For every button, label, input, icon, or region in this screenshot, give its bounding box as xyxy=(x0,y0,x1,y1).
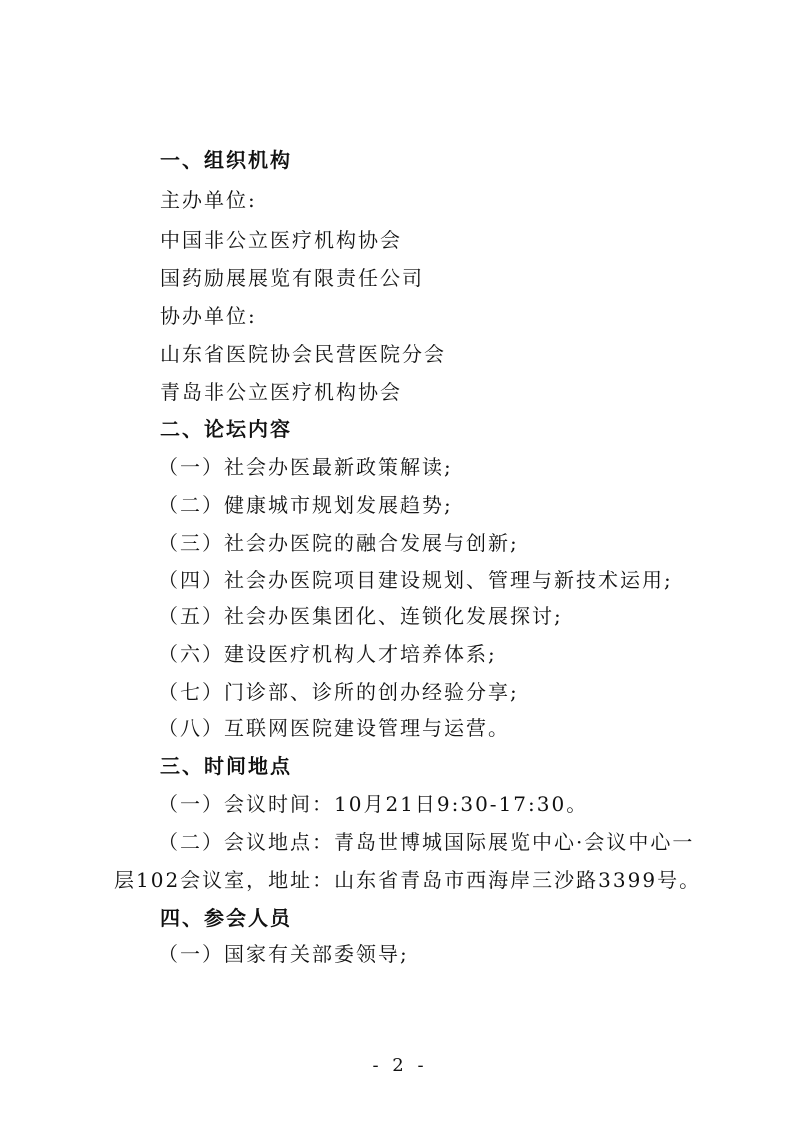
section-heading-attendees: 四、参会人员 xyxy=(160,906,292,930)
meeting-place-line-2: 层102会议室，地址：山东省青岛市西海岸三沙路3399号。 xyxy=(114,868,702,892)
attendee-item: （一）国家有关部委领导; xyxy=(158,942,409,966)
content-item: （三）社会办医院的融合发展与创新; xyxy=(158,531,519,555)
co-host-item: 山东省医院协会民营医院分会 xyxy=(160,342,446,366)
host-item: 国药励展展览有限责任公司 xyxy=(160,266,424,290)
content-item: （六）建设医疗机构人才培养体系; xyxy=(158,642,497,666)
content-item: （七）门诊部、诊所的创办经验分享; xyxy=(158,680,519,704)
content-item: （五）社会办医集团化、连锁化发展探讨; xyxy=(158,604,563,628)
meeting-place-line-1: （二）会议地点：青岛世博城国际展览中心·会议中心一 xyxy=(158,830,695,854)
content-item: （一）社会办医最新政策解读; xyxy=(158,455,453,479)
content-item: （二）健康城市规划发展趋势; xyxy=(158,493,453,517)
section-heading-forum-content: 二、论坛内容 xyxy=(160,417,292,441)
content-item: （八）互联网医院建设管理与运营。 xyxy=(158,716,510,740)
page-number: - 2 - xyxy=(372,1055,428,1076)
host-item: 中国非公立医疗机构协会 xyxy=(160,228,402,252)
host-label: 主办单位: xyxy=(160,188,257,212)
co-host-item: 青岛非公立医疗机构协会 xyxy=(160,380,402,404)
section-heading-organization: 一、组织机构 xyxy=(160,148,292,172)
section-heading-time-place: 三、时间地点 xyxy=(160,754,292,778)
content-item: （四）社会办医院项目建设规划、管理与新技术运用; xyxy=(158,568,673,592)
co-host-label: 协办单位: xyxy=(160,304,257,328)
meeting-time: （一）会议时间：10月21日9:30-17:30。 xyxy=(158,792,589,816)
